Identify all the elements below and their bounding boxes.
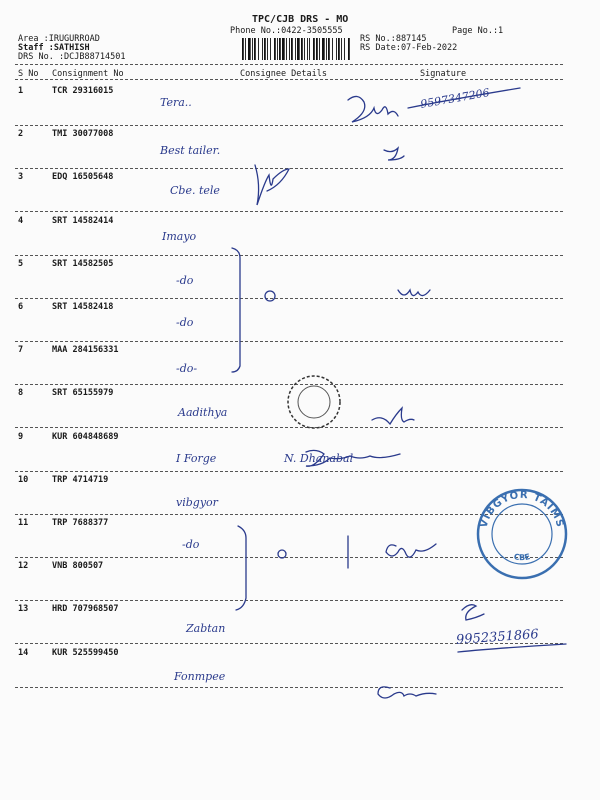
row-sno: 10: [18, 474, 29, 485]
row-consignment-no: SRT 14582414: [52, 215, 114, 226]
area-label: Area :IRUGURROAD: [18, 34, 100, 44]
hw-consignee-11: -do: [182, 538, 200, 551]
row-sno: 4: [18, 215, 24, 226]
col-signature: Signature: [420, 69, 467, 79]
staff-label: Staff :SATHISH: [18, 43, 90, 53]
col-sno: S No: [18, 69, 39, 79]
stamp-top-text: VIBGYOR TAIMS: [478, 489, 566, 530]
row-sno: 12: [18, 561, 29, 572]
row-consignment-no: TRP 4714719: [52, 474, 109, 485]
hw-consignee-3: Cbe. tele: [170, 184, 220, 197]
rs-date: RS Date:07-Feb-2022: [360, 43, 458, 53]
col-consignment: Consignment No: [52, 69, 124, 79]
hw-consignee-1: Tera..: [160, 96, 192, 109]
drs-number: DRS No. :DCJB88714501: [18, 52, 126, 62]
row-sno: 7: [18, 345, 24, 356]
row-sno: 5: [18, 258, 24, 269]
hw-consignee-7: -do-: [176, 362, 198, 375]
hw-consignee-2: Best tailer.: [160, 144, 221, 157]
stamp-bottom-text: CBE: [512, 552, 532, 563]
row-sno: 14: [18, 647, 29, 658]
col-consignee: Consignee Details: [240, 69, 327, 79]
row-consignment-no: TCR 29316015: [52, 86, 114, 96]
row-consignment-no: SRT 65155979: [52, 388, 114, 399]
row-consignment-no: MAA 284156331: [52, 345, 119, 356]
row-consignment-no: EDQ 16505648: [52, 172, 114, 183]
hw-phone-13: 9952351866: [455, 627, 540, 648]
row-sno: 9: [18, 431, 24, 442]
hw-consignee-10: vibgyor: [176, 496, 218, 509]
svg-text:VIBGYOR TAIMS: [479, 490, 566, 529]
row-sno: 8: [18, 388, 24, 399]
rs-number: RS No.:887145: [360, 34, 427, 44]
hw-consignee-9: I Forge: [176, 452, 217, 465]
hw-consignee-8: Aadithya: [178, 406, 228, 419]
row-sno: 2: [18, 129, 24, 140]
row-consignment-no: TRP 7688377: [52, 518, 109, 528]
hw-consignee-13: Zabtan: [186, 622, 226, 635]
row-sno: 13: [18, 604, 29, 615]
document-title: TPC/CJB DRS - MO: [252, 14, 349, 25]
hw-consignee-5: -do: [176, 274, 194, 287]
row-sno: 1: [18, 86, 24, 96]
row-consignment-no: KUR 525599450: [52, 647, 119, 658]
row-consignment-no: KUR 604848689: [52, 431, 119, 442]
hw-phone-1: 9597347206: [419, 86, 491, 111]
row-sno: 3: [18, 172, 24, 183]
svg-text:CBE: [513, 552, 531, 562]
row-consignment-no: SRT 14582505: [52, 258, 114, 269]
row-consignment-no: TMI 30077008: [52, 129, 114, 140]
hw-consignee-6: -do: [176, 316, 194, 329]
hw-consignee-4: Imayo: [162, 230, 197, 243]
row-consignment-no: SRT 14582418: [52, 302, 114, 312]
hw-signature-9: N. Dhanabal: [284, 452, 354, 465]
row-sno: 6: [18, 302, 24, 312]
company-stamp: [472, 484, 572, 584]
row-sno: 11: [18, 518, 29, 528]
row-consignment-no: HRD 707968507: [52, 604, 119, 615]
phone-number: Phone No.:0422-3505555: [230, 26, 343, 36]
ink-stamp-smudge: [284, 372, 344, 432]
hw-consignee-14: Fonmpee: [174, 670, 226, 683]
page-number: Page No.:1: [452, 26, 504, 36]
row-consignment-no: VNB 800507: [52, 561, 104, 572]
